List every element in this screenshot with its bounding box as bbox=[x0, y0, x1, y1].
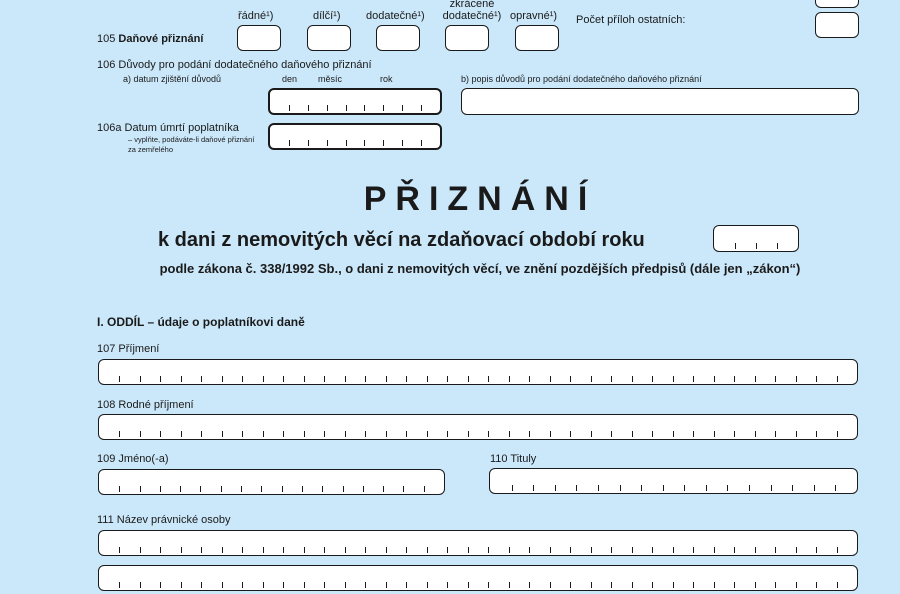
comb-tick bbox=[529, 547, 530, 553]
comb-tick bbox=[447, 431, 448, 437]
comb-tick bbox=[289, 105, 290, 111]
comb-tick bbox=[673, 431, 674, 437]
comb-tick bbox=[468, 431, 469, 437]
comb-tick bbox=[427, 376, 428, 382]
attachments-label: Počet příloh ostatních: bbox=[576, 14, 686, 26]
comb-tick bbox=[140, 376, 141, 382]
comb-tick bbox=[734, 547, 735, 553]
comb-tick bbox=[261, 486, 262, 492]
comb-tick bbox=[427, 582, 428, 588]
comb-tick bbox=[119, 376, 120, 382]
field-109-label: 109 Jméno(-a) bbox=[97, 453, 169, 465]
comb-tick bbox=[714, 376, 715, 382]
death-date-input[interactable] bbox=[268, 123, 442, 150]
comb-tick bbox=[345, 547, 346, 553]
type-label-dodatecne: dodatečné¹) bbox=[366, 10, 425, 22]
comb-tick bbox=[570, 547, 571, 553]
comb-tick bbox=[816, 376, 817, 382]
comb-tick bbox=[386, 431, 387, 437]
comb-tick bbox=[468, 582, 469, 588]
comb-tick bbox=[365, 431, 366, 437]
surname-input[interactable] bbox=[98, 359, 858, 385]
attachments-field-top[interactable] bbox=[815, 0, 859, 8]
comb-tick bbox=[283, 376, 284, 382]
comb-tick bbox=[160, 431, 161, 437]
comb-tick bbox=[119, 547, 120, 553]
comb-tick bbox=[837, 582, 838, 588]
comb-tick bbox=[837, 376, 838, 382]
comb-tick bbox=[488, 582, 489, 588]
comb-tick bbox=[201, 582, 202, 588]
comb-tick bbox=[304, 376, 305, 382]
type-label-dilci: dílčí¹) bbox=[313, 10, 341, 22]
comb-tick bbox=[386, 547, 387, 553]
comb-tick bbox=[308, 140, 309, 146]
comb-tick bbox=[835, 485, 836, 491]
comb-tick bbox=[383, 140, 384, 146]
comb-tick bbox=[180, 486, 181, 492]
comb-tick bbox=[509, 431, 510, 437]
comb-tick bbox=[447, 376, 448, 382]
comb-tick bbox=[119, 486, 120, 492]
comb-tick bbox=[140, 547, 141, 553]
checkbox-radne[interactable] bbox=[237, 25, 281, 51]
comb-tick bbox=[777, 243, 778, 249]
comb-tick bbox=[529, 376, 530, 382]
comb-tick bbox=[755, 431, 756, 437]
type-label-zkracene-dodatecne: zkrácené dodatečné¹) bbox=[442, 0, 502, 22]
comb-tick bbox=[364, 140, 365, 146]
comb-tick bbox=[663, 485, 664, 491]
comb-tick bbox=[421, 140, 422, 146]
comb-tick bbox=[652, 431, 653, 437]
field-106-label: 106 Důvody pro podání dodatečného daňového přiznání bbox=[97, 59, 372, 71]
comb-tick bbox=[406, 547, 407, 553]
comb-tick bbox=[242, 431, 243, 437]
comb-tick bbox=[324, 547, 325, 553]
law-reference: podle zákona č. 338/1992 Sb., o dani z nemovitých věcí, ve znění pozdějších předpisů (dále jen „zákon“) bbox=[159, 261, 801, 276]
comb-tick bbox=[221, 486, 222, 492]
legal-entity-name-input-2[interactable] bbox=[98, 565, 858, 591]
comb-tick bbox=[327, 140, 328, 146]
comb-tick bbox=[201, 431, 202, 437]
comb-tick bbox=[837, 431, 838, 437]
comb-tick bbox=[406, 376, 407, 382]
comb-tick bbox=[632, 376, 633, 382]
comb-tick bbox=[181, 547, 182, 553]
comb-tick bbox=[693, 431, 694, 437]
comb-tick bbox=[304, 582, 305, 588]
first-name-input[interactable] bbox=[98, 469, 445, 495]
comb-tick bbox=[140, 582, 141, 588]
comb-tick bbox=[346, 140, 347, 146]
comb-tick bbox=[327, 105, 328, 111]
comb-tick bbox=[693, 547, 694, 553]
comb-tick bbox=[509, 547, 510, 553]
comb-tick bbox=[816, 547, 817, 553]
comb-tick bbox=[714, 547, 715, 553]
comb-tick bbox=[421, 105, 422, 111]
comb-tick bbox=[383, 105, 384, 111]
comb-tick bbox=[468, 547, 469, 553]
comb-tick bbox=[598, 485, 599, 491]
comb-tick bbox=[749, 485, 750, 491]
comb-tick bbox=[533, 485, 534, 491]
legal-entity-name-input-1[interactable] bbox=[98, 530, 858, 556]
comb-tick bbox=[302, 486, 303, 492]
comb-tick bbox=[283, 582, 284, 588]
titles-input[interactable] bbox=[489, 468, 858, 494]
comb-tick bbox=[550, 582, 551, 588]
tax-year-input[interactable] bbox=[713, 225, 799, 252]
comb-tick bbox=[512, 485, 513, 491]
comb-tick bbox=[775, 582, 776, 588]
comb-tick bbox=[632, 582, 633, 588]
comb-tick bbox=[427, 547, 428, 553]
field-105-label bbox=[97, 33, 203, 45]
comb-tick bbox=[591, 431, 592, 437]
comb-tick bbox=[283, 431, 284, 437]
comb-tick bbox=[652, 582, 653, 588]
comb-tick bbox=[304, 431, 305, 437]
comb-tick bbox=[735, 243, 736, 249]
comb-tick bbox=[119, 582, 120, 588]
field-107-label: 107 Příjmení bbox=[97, 343, 160, 355]
comb-tick bbox=[282, 486, 283, 492]
checkbox-zkracene-dodatecne[interactable] bbox=[445, 25, 489, 51]
comb-tick bbox=[632, 431, 633, 437]
comb-tick bbox=[570, 431, 571, 437]
comb-tick bbox=[796, 582, 797, 588]
comb-tick bbox=[611, 582, 612, 588]
comb-tick bbox=[119, 431, 120, 437]
comb-tick bbox=[289, 140, 290, 146]
comb-tick bbox=[756, 243, 757, 249]
comb-tick bbox=[816, 582, 817, 588]
comb-tick bbox=[591, 547, 592, 553]
comb-tick bbox=[386, 582, 387, 588]
field-108-label: 108 Rodné příjmení bbox=[97, 399, 194, 411]
attachments-count-field[interactable] bbox=[815, 12, 859, 38]
comb-tick bbox=[734, 431, 735, 437]
comb-tick bbox=[140, 486, 141, 492]
comb-tick bbox=[755, 547, 756, 553]
comb-tick bbox=[222, 582, 223, 588]
comb-tick bbox=[814, 485, 815, 491]
comb-tick bbox=[160, 547, 161, 553]
document-title: PŘIZNÁNÍ bbox=[363, 180, 597, 218]
comb-tick bbox=[652, 547, 653, 553]
comb-tick bbox=[632, 547, 633, 553]
comb-tick bbox=[424, 486, 425, 492]
comb-tick bbox=[201, 547, 202, 553]
comb-tick bbox=[714, 431, 715, 437]
checkbox-dodatecne[interactable] bbox=[376, 25, 420, 51]
field-110-label: 110 Tituly bbox=[490, 453, 537, 465]
comb-tick bbox=[222, 431, 223, 437]
comb-tick bbox=[570, 582, 571, 588]
comb-tick bbox=[181, 376, 182, 382]
comb-tick bbox=[363, 486, 364, 492]
comb-tick bbox=[427, 431, 428, 437]
comb-tick bbox=[345, 376, 346, 382]
comb-tick bbox=[684, 485, 685, 491]
comb-tick bbox=[591, 582, 592, 588]
comb-tick bbox=[488, 547, 489, 553]
comb-tick bbox=[181, 582, 182, 588]
comb-tick bbox=[488, 376, 489, 382]
field-111-label: 111 Název právnické osoby bbox=[97, 514, 231, 526]
comb-tick bbox=[550, 431, 551, 437]
comb-tick bbox=[641, 485, 642, 491]
comb-tick bbox=[591, 376, 592, 382]
comb-tick bbox=[386, 376, 387, 382]
comb-tick bbox=[706, 485, 707, 491]
type-label-opravne: opravné¹) bbox=[510, 10, 558, 22]
field-105-number: 105 bbox=[97, 33, 116, 45]
comb-tick bbox=[775, 431, 776, 437]
comb-tick bbox=[181, 431, 182, 437]
checkbox-opravne[interactable] bbox=[515, 25, 559, 51]
comb-tick bbox=[796, 431, 797, 437]
comb-tick bbox=[570, 376, 571, 382]
comb-tick bbox=[727, 485, 728, 491]
comb-tick bbox=[324, 431, 325, 437]
comb-tick bbox=[837, 547, 838, 553]
comb-tick bbox=[402, 140, 403, 146]
field-105-title: Daňové přiznání bbox=[118, 33, 204, 45]
comb-tick bbox=[447, 547, 448, 553]
checkbox-dilci[interactable] bbox=[307, 25, 351, 51]
label-rok: rok bbox=[380, 74, 393, 84]
comb-tick bbox=[611, 547, 612, 553]
comb-tick bbox=[576, 485, 577, 491]
comb-tick bbox=[364, 105, 365, 111]
comb-tick bbox=[322, 486, 323, 492]
comb-tick bbox=[611, 376, 612, 382]
comb-tick bbox=[222, 547, 223, 553]
comb-tick bbox=[403, 486, 404, 492]
comb-tick bbox=[550, 376, 551, 382]
comb-tick bbox=[345, 431, 346, 437]
comb-tick bbox=[346, 105, 347, 111]
comb-tick bbox=[308, 105, 309, 111]
comb-tick bbox=[611, 431, 612, 437]
comb-tick bbox=[160, 486, 161, 492]
comb-tick bbox=[345, 582, 346, 588]
comb-tick bbox=[509, 376, 510, 382]
document-subtitle: k dani z nemovitých věcí na zdaňovací období roku bbox=[158, 229, 645, 251]
field-106a-label: a) datum zjištění důvodů bbox=[123, 74, 222, 84]
comb-tick bbox=[816, 431, 817, 437]
comb-tick bbox=[263, 582, 264, 588]
comb-tick bbox=[402, 105, 403, 111]
comb-tick bbox=[693, 376, 694, 382]
comb-tick bbox=[755, 376, 756, 382]
comb-tick bbox=[324, 376, 325, 382]
comb-tick bbox=[406, 431, 407, 437]
comb-tick bbox=[529, 431, 530, 437]
comb-tick bbox=[242, 582, 243, 588]
comb-tick bbox=[488, 431, 489, 437]
comb-tick bbox=[304, 547, 305, 553]
comb-tick bbox=[263, 547, 264, 553]
comb-tick bbox=[200, 486, 201, 492]
comb-tick bbox=[734, 376, 735, 382]
comb-tick bbox=[673, 582, 674, 588]
comb-tick bbox=[201, 376, 202, 382]
comb-tick bbox=[365, 376, 366, 382]
comb-tick bbox=[324, 582, 325, 588]
label-den: den bbox=[282, 74, 298, 84]
comb-tick bbox=[406, 582, 407, 588]
comb-tick bbox=[673, 547, 674, 553]
comb-tick bbox=[796, 547, 797, 553]
comb-tick bbox=[792, 485, 793, 491]
comb-tick bbox=[160, 376, 161, 382]
field-106b-label: b) popis důvodů pro podání dodatečného daňového přiznání bbox=[461, 74, 702, 84]
comb-tick bbox=[755, 582, 756, 588]
field-106a-note: – vyplňte, podáváte-li daňové přiznání za zemřelého bbox=[128, 135, 255, 154]
comb-tick bbox=[620, 485, 621, 491]
comb-tick bbox=[222, 376, 223, 382]
comb-tick bbox=[673, 376, 674, 382]
comb-tick bbox=[140, 431, 141, 437]
comb-tick bbox=[775, 547, 776, 553]
comb-tick bbox=[242, 547, 243, 553]
section-1-heading: I. ODDÍL – údaje o poplatníkovi daně bbox=[97, 315, 305, 329]
comb-tick bbox=[796, 376, 797, 382]
comb-tick bbox=[263, 431, 264, 437]
comb-tick bbox=[509, 582, 510, 588]
label-mesic: měsíc bbox=[318, 74, 343, 84]
comb-tick bbox=[693, 582, 694, 588]
birth-surname-input[interactable] bbox=[98, 414, 858, 440]
comb-tick bbox=[555, 485, 556, 491]
comb-tick bbox=[775, 376, 776, 382]
comb-tick bbox=[242, 376, 243, 382]
comb-tick bbox=[771, 485, 772, 491]
comb-tick bbox=[714, 582, 715, 588]
comb-tick bbox=[652, 376, 653, 382]
comb-tick bbox=[160, 582, 161, 588]
comb-tick bbox=[529, 582, 530, 588]
comb-tick bbox=[241, 486, 242, 492]
comb-tick bbox=[447, 582, 448, 588]
comb-tick bbox=[263, 376, 264, 382]
date-discovery-input[interactable] bbox=[268, 88, 442, 115]
comb-tick bbox=[343, 486, 344, 492]
comb-tick bbox=[383, 486, 384, 492]
type-label-radne: řádné¹) bbox=[238, 10, 274, 22]
reason-description-input[interactable] bbox=[461, 88, 859, 115]
comb-tick bbox=[365, 547, 366, 553]
comb-tick bbox=[283, 547, 284, 553]
comb-tick bbox=[365, 582, 366, 588]
comb-tick bbox=[734, 582, 735, 588]
comb-tick bbox=[550, 547, 551, 553]
comb-tick bbox=[468, 376, 469, 382]
field-106a-death-label: 106a Datum úmrtí poplatníka bbox=[97, 122, 239, 134]
